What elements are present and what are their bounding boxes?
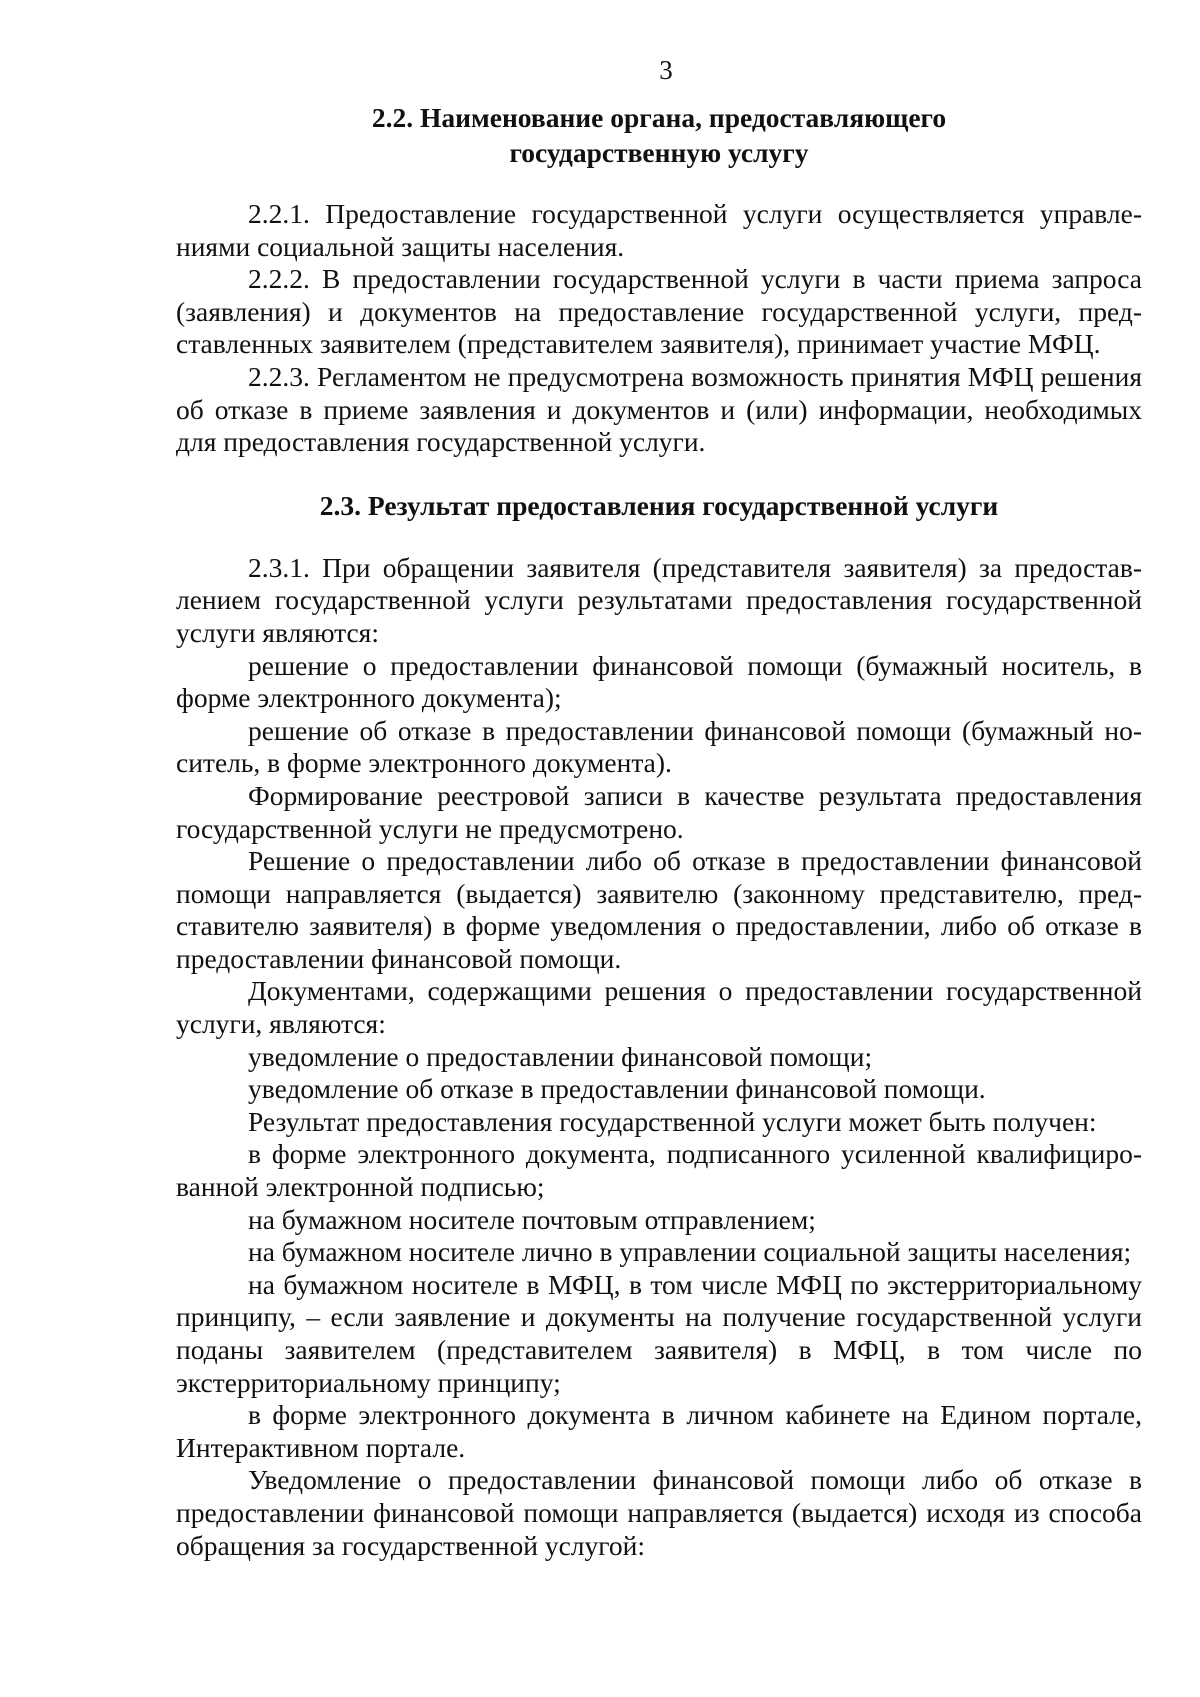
paragraph: решение об отказе в предоставлении финансовой помощи (бумажный носитель, в форме электронного документа). xyxy=(176,714,1142,779)
paragraph: 2.3.1. При обращении заявителя (представителя заявителя) за предоставлением государственной услуги результатами предоставления государственной услуги являются: xyxy=(176,551,1142,648)
heading-line: государственную услугу xyxy=(509,137,809,168)
paragraph: Результат предоставления государственной услуги может быть получен: xyxy=(248,1105,1097,1137)
paragraph: 2.2.3. Регламентом не предусмотрена возможность принятия МФЦ решения об отказе в приеме заявления и документов и (или) информации, необходимых для предоставления государственной услуги. xyxy=(176,360,1142,458)
paragraph: в форме электронного документа в личном кабинете на Едином портале, Интерактивном портале. xyxy=(176,1399,1142,1463)
paragraph: на бумажном носителе в МФЦ, в том числе МФЦ по экстерриториальному принципу, – если заявление и документы на получение государственной услуги поданы заявителем (представителем заявителя) в МФЦ, в том числе по экстерриториальному принципу; xyxy=(176,1268,1142,1398)
paragraph: 2.2.2. В предоставлении государственной услуги в части приема запроса (заявления) и документов на предоставление государственной услуги, представленных заявителем (представителем заявителя), принимает участие МФЦ. xyxy=(176,263,1142,360)
paragraph: решение о предоставлении финансовой помощи (бумажный носитель, в форме электронного документа); xyxy=(176,649,1142,714)
paragraph: 2.2.1. Предоставление государственной услуги осуществляется управлениями социальной защиты населения. xyxy=(176,198,1142,262)
paragraph: Формирование реестровой записи в качестве результата предоставления государственной услуги не предусмотрено. xyxy=(176,779,1142,844)
paragraph: в форме электронного документа, подписанного усиленной квалифицированной электронной подписью; xyxy=(176,1138,1142,1203)
paragraph: на бумажном носителе лично в управлении социальной защиты населения; xyxy=(248,1236,1132,1268)
heading-line: 2.3. Результат предоставления государственной услуги xyxy=(319,489,999,521)
page-number: 3 xyxy=(659,55,673,85)
heading-line: 2.2. Наименование органа, предоставляющего xyxy=(371,102,947,133)
paragraph: на бумажном носителе почтовым отправлением; xyxy=(248,1203,816,1235)
document-page xyxy=(176,52,1142,1562)
paragraph: Уведомление о предоставлении финансовой помощи либо об отказе в предоставлении финансовой помощи направляется (выдается) исходя из способа обращения за государственной услугой: xyxy=(176,1464,1142,1561)
paragraph: уведомление о предоставлении финансовой помощи; xyxy=(248,1040,873,1072)
paragraph: Решение о предоставлении либо об отказе в предоставлении финансовой помощи направляется (выдается) заявителю (законному представителю, представителю заявителя) в форме уведомления о предоставлении, либо об отказе в предоставлении финансовой помощи. xyxy=(176,845,1142,974)
paragraph: уведомление об отказе в предоставлении финансовой помощи. xyxy=(248,1073,986,1105)
section-heading-2-3 xyxy=(176,488,1142,523)
section-2-2-body xyxy=(176,198,1142,459)
section-2-3-body xyxy=(176,552,1142,1562)
section-heading-2-2 xyxy=(176,100,1142,170)
paragraph: Документами, содержащими решения о предоставлении государственной услуги, являются: xyxy=(176,975,1142,1040)
